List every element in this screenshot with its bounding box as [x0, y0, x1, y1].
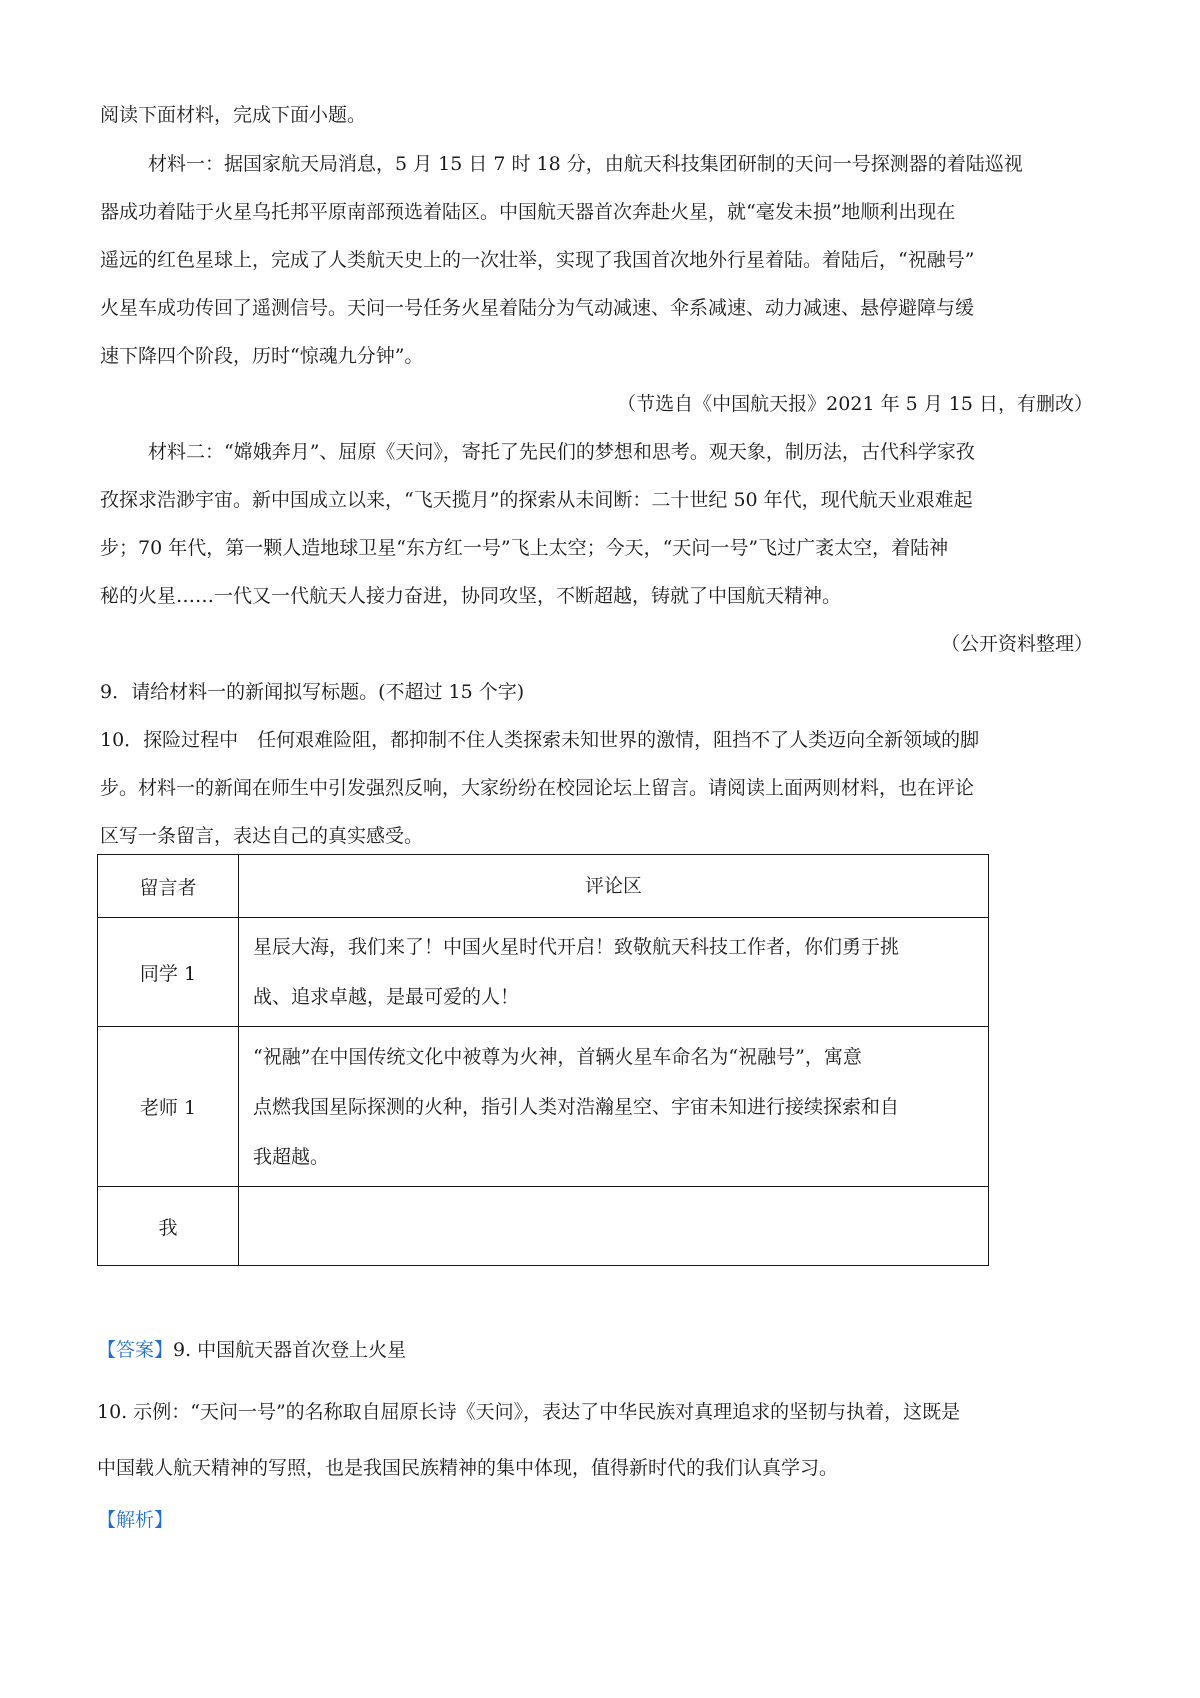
comment-text [239, 918, 989, 1027]
commenter-name: 我 [98, 1187, 239, 1266]
comment-line: 星辰大海，我们来了！中国火星时代开启！致敬航天科技工作者，你们勇于挑 [253, 936, 900, 958]
question-9: 9．请给材料一的新闻拟写标题。(不超过 15 个字) [100, 681, 525, 703]
material1-line: 器成功着陆于火星乌托邦平原南部预选着陆区。中国航天器首次奔赴火星，就“毫发未损”地顺利出现在 [100, 201, 956, 223]
question-10-line: 区写一条留言，表达自己的真实感受。 [100, 825, 424, 847]
material1-source: （节选自《中国航天报》2021 年 5 月 15 日，有删改） [617, 393, 1093, 415]
comment-text [239, 1027, 989, 1187]
commenter-name: 同学 1 [98, 918, 239, 1027]
comment-line: 战、追求卓越，是最可爱的人！ [253, 986, 520, 1008]
analysis-label: 【解析】 [97, 1509, 174, 1531]
table-header-row [98, 855, 989, 918]
material2-line: 秘的火星……一代又一代航天人接力奋进，协同攻坚，不断超越，铸就了中国航天精神。 [100, 585, 842, 607]
table-row [98, 918, 989, 1027]
header-comment-area: 评论区 [239, 855, 989, 918]
material2-line: 材料二：“嫦娥奔月”、屈原《天问》，寄托了先民们的梦想和思考。观天象，制历法，古代科学家孜 [148, 441, 975, 463]
comment-table [97, 854, 989, 1266]
answer-label: 【答案】 [97, 1339, 174, 1361]
answer-10-line: 中国载人航天精神的写照，也是我国民族精神的集中体现，值得新时代的我们认真学习。 [97, 1457, 839, 1479]
question-10-line: 10．探险过程中 任何艰难险阻，都抑制不住人类探索未知世界的激情，阻挡不了人类迈向全新领域的脚 [100, 729, 980, 751]
comment-line: 点燃我国星际探测的火种，指引人类对浩瀚星空、宇宙未知进行接续探索和自 [253, 1095, 900, 1118]
commenter-name: 老师 1 [98, 1027, 239, 1187]
material1-line: 速下降四个阶段，历时“惊魂九分钟”。 [100, 345, 424, 367]
material2-source: （公开资料整理） [940, 633, 1093, 655]
table-row [98, 1187, 989, 1266]
comment-line: 我超越。 [253, 1145, 330, 1168]
answer-9: 9. 中国航天器首次登上火星 [173, 1339, 407, 1361]
table-row [98, 1027, 989, 1187]
question-10-line: 步。材料一的新闻在师生中引发强烈反响，大家纷纷在校园论坛上留言。请阅读上面两则材料，也在评论 [100, 777, 975, 799]
material1-line: 火星车成功传回了遥测信号。天问一号任务火星着陆分为气动减速、伞系减速、动力减速、悬停避障与缓 [100, 297, 975, 319]
comment-text-empty [239, 1187, 989, 1266]
material1-line: 遥远的红色星球上，完成了人类航天史上的一次壮举，实现了我国首次地外行星着陆。着陆后，“祝融号” [100, 249, 975, 271]
comment-line: “祝融”在中国传统文化中被尊为火神，首辆火星车命名为“祝融号”，寓意 [253, 1045, 862, 1068]
intro-text: 阅读下面材料，完成下面小题。 [100, 104, 367, 126]
material2-line: 步；70 年代，第一颗人造地球卫星“东方红一号”飞上太空；今天，“天问一号”飞过广袤太空，着陆神 [100, 537, 949, 559]
answer-10-line: 10. 示例：“天问一号”的名称取自屈原长诗《天问》，表达了中华民族对真理追求的坚韧与执着，这既是 [97, 1401, 961, 1423]
answer-9-line [97, 1338, 406, 1362]
material2-line: 孜探求浩渺宇宙。新中国成立以来，“飞天揽月”的探索从未间断：二十世纪 50 年代，现代航天业艰难起 [100, 489, 973, 511]
header-commenter: 留言者 [98, 855, 239, 918]
material1-line: 材料一：据国家航天局消息，5 月 15 日 7 时 18 分，由航天科技集团研制的天问一号探测器的着陆巡视 [148, 153, 1023, 175]
